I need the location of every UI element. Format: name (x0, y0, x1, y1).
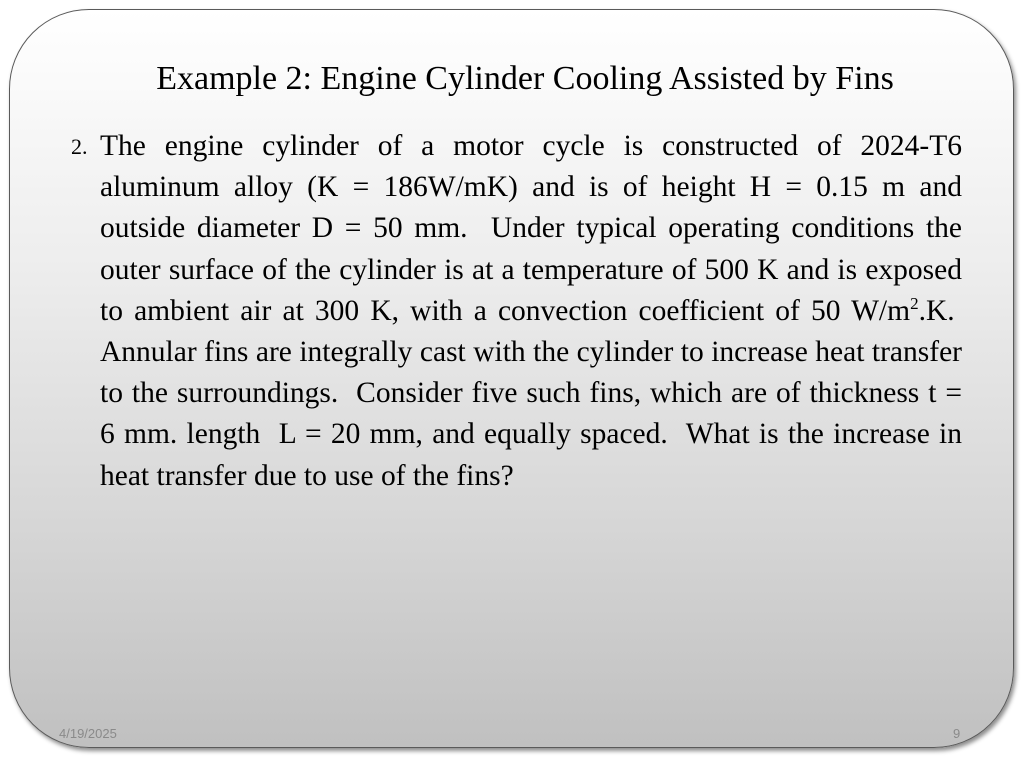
footer-date: 4/19/2025 (59, 726, 117, 741)
page-number: 9 (953, 726, 961, 741)
problem-text-part1: The engine cylinder of a motor cycle is constructed of 2024-T6 aluminum alloy (K = 186W/mK) and is of height H = 0.15 m and outside diameter D = 50 mm. Under typical operating conditions the outer surface of the cylinder is at a temperature of 500 K and is exposed to ambient air at 300 K, with a convection coefficient of 50 W/m (100, 130, 962, 327)
superscript-2: 2 (910, 293, 919, 313)
problem-text-part2: .K. Annular fins are integrally cast with the cylinder to increase heat transfer to the surroundings. Consider five such fins, which are of thickness t = 6 mm. length L = 20 mm, and equally spaced. What is the increase in heat transfer due to use of the fins? (100, 294, 962, 492)
item-number: 2. (71, 134, 88, 159)
problem-statement (100, 126, 962, 497)
slide-title: Example 2: Engine Cylinder Cooling Assisted by Fins (156, 60, 894, 97)
